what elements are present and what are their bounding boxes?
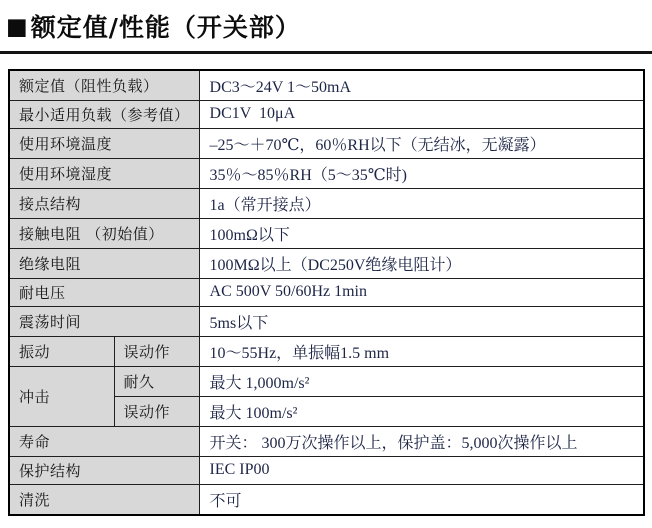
row-value: DC1V 10μA: [199, 101, 644, 129]
table-row: [9, 101, 644, 129]
row-label: 接点结构: [9, 188, 199, 218]
table-row: [9, 70, 644, 101]
row-value: 不可: [199, 484, 644, 515]
row-label: 保护结构: [9, 457, 199, 485]
row-value: 100mΩ以下: [199, 219, 644, 249]
table-row: [9, 427, 644, 457]
table-row: [9, 219, 644, 249]
table-row: [9, 457, 644, 485]
row-sublabel: 耐久: [114, 366, 199, 396]
row-value: –25～＋70℃，60％RH以下（无结冰，无凝露）: [199, 128, 644, 158]
table-row: [9, 158, 644, 188]
row-value: AC 500V 50/60Hz 1min: [199, 279, 644, 307]
row-sublabel: 误动作: [114, 336, 199, 366]
table-row: [9, 128, 644, 158]
row-value: IEC IP00: [199, 457, 644, 485]
row-value: 35％～85％RH（5～35℃时): [199, 158, 644, 188]
row-label: 冲击: [9, 366, 114, 426]
table-row: [9, 306, 644, 336]
row-value: 5ms以下: [199, 306, 644, 336]
table-row: [9, 188, 644, 218]
row-value: 100MΩ以上（DC250V绝缘电阻计）: [199, 249, 644, 279]
page-title-text: 额定值/性能（开关部）: [30, 13, 301, 42]
row-label: 震荡时间: [9, 306, 199, 336]
row-label: 使用环境温度: [9, 128, 199, 158]
spec-table: [8, 69, 645, 516]
row-value: 最大 1,000m/s²: [199, 366, 644, 396]
row-label: 耐电压: [9, 279, 199, 307]
row-sublabel: 误动作: [114, 396, 199, 426]
row-label: 清洗: [9, 484, 199, 515]
row-label: 寿命: [9, 427, 199, 457]
row-label: 绝缘电阻: [9, 249, 199, 279]
row-value: 开关： 300万次操作以上，保护盖：5,000次操作以上: [199, 427, 644, 457]
title-divider: [0, 51, 652, 54]
row-value: DC3～24V 1～50mA: [199, 70, 644, 101]
table-row: [9, 336, 644, 366]
table-row: [9, 366, 644, 396]
row-label: 接触电阻 （初始值）: [9, 219, 199, 249]
title-square-icon: ■: [6, 14, 28, 40]
row-value: 10～55Hz，单振幅1.5 mm: [199, 336, 644, 366]
row-label: 使用环境湿度: [9, 158, 199, 188]
row-label: 振动: [9, 336, 114, 366]
page-title: [0, 0, 652, 44]
row-label: 额定值（阻性负载）: [9, 70, 199, 101]
table-row: [9, 279, 644, 307]
row-value: 最大 100m/s²: [199, 396, 644, 426]
row-value: 1a（常开接点）: [199, 188, 644, 218]
row-label: 最小适用负载（参考值）: [9, 101, 199, 129]
table-row: [9, 484, 644, 515]
table-row: [9, 249, 644, 279]
